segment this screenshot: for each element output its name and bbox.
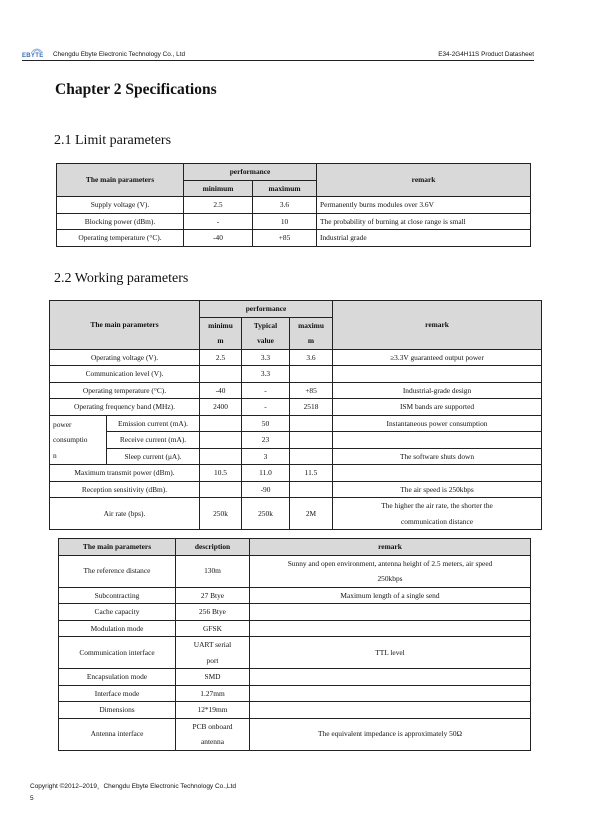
table-row (50, 399, 542, 416)
cell-param: Communication interface (59, 637, 176, 669)
cell-desc (176, 637, 250, 669)
ebyte-logo (22, 45, 52, 59)
cell-min (200, 415, 242, 432)
cell-min: 2400 (200, 399, 242, 416)
cell-remark (250, 620, 531, 637)
cell-max (290, 432, 333, 449)
cell-max: 3.6 (290, 349, 333, 366)
cell-param: Air rate (bps). (50, 498, 200, 530)
cell-remark: The probability of burning at close range is small (317, 213, 531, 230)
cell-typ: - (242, 382, 290, 399)
cell-typ: 3.3 (242, 349, 290, 366)
cell-remark (333, 498, 542, 530)
table-row (57, 230, 531, 247)
power-label-line3: n (53, 450, 57, 460)
header-min-line2: m (217, 336, 224, 345)
table-row (59, 555, 531, 587)
cell-remark: The software shuts down (333, 448, 542, 465)
cell-param: Operating frequency band (MHz). (50, 399, 200, 416)
desc-line1: PCB onboard (192, 721, 233, 731)
cell-desc: 256 Btye (176, 604, 250, 621)
document-title: E34-2G4H11S Product Datasheet (438, 51, 534, 58)
remark-line2: 250kbps (377, 574, 403, 583)
cell-desc: GFSK (176, 620, 250, 637)
power-label-line1: power (53, 419, 72, 429)
cell-remark (250, 702, 531, 719)
cell-param: Antenna interface (59, 718, 176, 750)
header-min (200, 317, 242, 349)
cell-desc: 12*19mm (176, 702, 250, 719)
cell-max: 2M (290, 498, 333, 530)
cell-min: - (184, 213, 253, 230)
power-label-line2: consumptio (53, 435, 88, 444)
table-row (50, 366, 542, 383)
copyright-text: Copyright ©2012–2019，Chengdu Ebyte Electronic Technology Co.,Ltd (30, 783, 236, 790)
cell-max: 3.6 (253, 197, 317, 214)
cell-max: +85 (253, 230, 317, 247)
header-max (290, 317, 333, 349)
table-row (59, 685, 531, 702)
header-typical-line2: value (257, 336, 274, 345)
remark-line1: Sunny and open environment, antenna height of 2.5 meters, air speed (287, 558, 493, 568)
cell-min: -40 (200, 382, 242, 399)
cell-typ: 3 (242, 448, 290, 465)
cell-remark: Maximum length of a single send (250, 587, 531, 604)
cell-param: The reference distance (59, 555, 176, 587)
cell-max: +85 (290, 382, 333, 399)
cell-remark: ≥3.3V guaranteed output power (333, 349, 542, 366)
cell-param: Blocking power (dBm). (57, 213, 184, 230)
cell-remark (250, 669, 531, 686)
cell-min (200, 448, 242, 465)
table-header-row (59, 539, 531, 556)
table-row (50, 415, 542, 432)
cell-min: -40 (184, 230, 253, 247)
cell-param: Cache capacity (59, 604, 176, 621)
cell-param: Maximum transmit power (dBm). (50, 465, 200, 482)
cell-typ: -90 (242, 481, 290, 498)
header-param: The main parameters (59, 539, 176, 556)
cell-desc: SMD (176, 669, 250, 686)
cell-remark: ISM bands are supported (333, 399, 542, 416)
cell-min (200, 481, 242, 498)
cell-min (200, 432, 242, 449)
cell-min: 2.5 (184, 197, 253, 214)
working-parameters-table (49, 300, 542, 530)
table-row (59, 620, 531, 637)
cell-desc: 27 Btye (176, 587, 250, 604)
desc-line2: port (206, 655, 219, 665)
cell-param: Reception sensitivity (dBm). (50, 481, 200, 498)
cell-max (290, 481, 333, 498)
cell-remark (250, 555, 531, 587)
header-remark: remark (250, 539, 531, 556)
cell-remark: TTL level (250, 637, 531, 669)
cell-remark: The air speed is 250kbps (333, 481, 542, 498)
cell-remark (250, 604, 531, 621)
cell-param: Receive current (mA). (107, 432, 200, 449)
cell-param: Dimensions (59, 702, 176, 719)
header-min-line1: minimu (208, 320, 233, 330)
table-row (57, 213, 531, 230)
header-description: description (176, 539, 250, 556)
table-row (59, 718, 531, 750)
cell-max: 11.5 (290, 465, 333, 482)
logo-text: EBYTE (22, 53, 44, 59)
cell-max: 10 (253, 213, 317, 230)
cell-remark (250, 685, 531, 702)
description-table (58, 538, 531, 751)
cell-remark (333, 465, 542, 482)
cell-desc (176, 718, 250, 750)
header-remark: remark (333, 301, 542, 350)
cell-param: Modulation mode (59, 620, 176, 637)
remark-line1: The higher the air rate, the shorter the (381, 501, 493, 510)
cell-desc: 1.27mm (176, 685, 250, 702)
cell-param: Subcontracting (59, 587, 176, 604)
cell-max (290, 415, 333, 432)
cell-remark: The equivalent impedance is approximately 50Ω (250, 718, 531, 750)
header-performance: performance (200, 301, 333, 318)
cell-typ: - (242, 399, 290, 416)
table-header-row (50, 301, 542, 318)
cell-remark: Industrial grade (317, 230, 531, 247)
table-row (50, 448, 542, 465)
desc-line2: antenna (201, 737, 224, 746)
cell-typ: 11.0 (242, 465, 290, 482)
cell-param: Supply voltage (V). (57, 197, 184, 214)
cell-typ: 50 (242, 415, 290, 432)
cell-param: Operating voltage (V). (50, 349, 200, 366)
remark-line2: communication distance (400, 516, 474, 526)
cell-min: 250k (200, 498, 242, 530)
cell-typ: 3.3 (242, 366, 290, 383)
header-param: The main parameters (50, 301, 200, 350)
cell-param: Encapsulation mode (59, 669, 176, 686)
company-name: Chengdu Ebyte Electronic Technology Co., Ltd (53, 51, 186, 58)
header-performance: performance (184, 164, 317, 181)
table-row (59, 637, 531, 669)
cell-desc: 130m (176, 555, 250, 587)
cell-remark (333, 366, 542, 383)
cell-max (290, 366, 333, 383)
header-typical-line1: Typical (253, 320, 278, 330)
power-consumption-label (50, 415, 107, 465)
table-row (50, 349, 542, 366)
table-row (57, 197, 531, 214)
cell-remark: Instantaneous power consumption (333, 415, 542, 432)
desc-line1: UART serial (193, 640, 232, 649)
header-param: The main parameters (57, 164, 184, 197)
cell-typ: 250k (242, 498, 290, 530)
table-row (50, 382, 542, 399)
table-row (50, 498, 542, 530)
cell-min: 2.5 (200, 349, 242, 366)
header-min: minimum (184, 180, 253, 197)
cell-min: 10.5 (200, 465, 242, 482)
cell-remark (333, 432, 542, 449)
cell-param: Communication level (V). (50, 366, 200, 383)
table-header-row (57, 164, 531, 181)
table-row (59, 587, 531, 604)
page-footer (30, 781, 236, 805)
cell-param: Interface mode (59, 685, 176, 702)
header-typical (242, 317, 290, 349)
cell-max: 2518 (290, 399, 333, 416)
limit-parameters-table (56, 163, 531, 247)
page-number: 5 (30, 795, 34, 802)
cell-min (200, 366, 242, 383)
table-row (59, 669, 531, 686)
table-row (50, 481, 542, 498)
header-max-line2: m (307, 336, 315, 345)
chapter-title: Chapter 2 Specifications (55, 81, 217, 98)
cell-typ: 23 (242, 432, 290, 449)
cell-remark: Industrial-grade design (333, 382, 542, 399)
cell-param: Operating temperature (°C). (50, 382, 200, 399)
table-row (59, 702, 531, 719)
section-title-limit: 2.1 Limit parameters (54, 133, 172, 148)
cell-param: Emission current (mA). (107, 415, 200, 432)
cell-max (290, 448, 333, 465)
section-title-working: 2.2 Working parameters (54, 271, 189, 286)
header-remark: remark (317, 164, 531, 197)
header-max: maximum (253, 180, 317, 197)
page-header (22, 44, 534, 61)
table-row (50, 432, 542, 449)
table-row (50, 465, 542, 482)
table-row (59, 604, 531, 621)
cell-param: Operating temperature (°C). (57, 230, 184, 247)
header-max-line1: maximu (298, 320, 324, 330)
cell-param: Sleep current (μA). (107, 448, 200, 465)
cell-remark: Permanently burns modules over 3.6V (317, 197, 531, 214)
